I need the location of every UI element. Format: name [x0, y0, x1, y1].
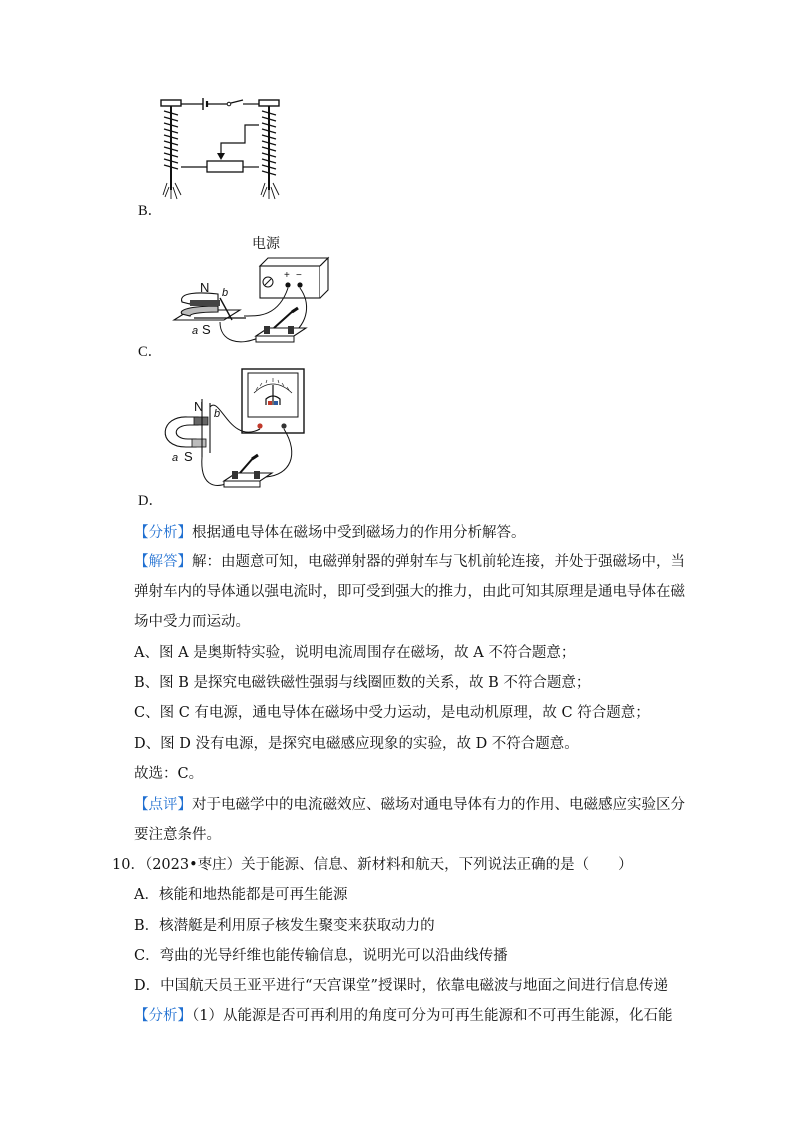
- q9-answer-line-3: 场中受力而运动。: [134, 614, 250, 630]
- q10-analysis: [134, 1006, 672, 1026]
- svg-text:S: S: [202, 322, 211, 337]
- figure-b-electromagnet-diagram: [155, 95, 295, 205]
- svg-text:−: −: [296, 270, 302, 281]
- q10-analysis-text: （1）从能源是否可再利用的角度可分为可再生能源和不可再生能源，化石能: [192, 1008, 673, 1024]
- q9-comment-line-2: 要注意条件。: [134, 827, 221, 843]
- q9-comment-line-1: [134, 795, 685, 815]
- svg-text:b: b: [222, 287, 229, 299]
- q10-option-c: C．弯曲的光导纤维也能传输信息，说明光可以沿曲线传播: [134, 948, 508, 964]
- q10-stem: 10．（2023•枣庄）关于能源、信息、新材料和航天，下列说法正确的是（ ）: [112, 857, 633, 873]
- figure-c-motor-principle-diagram: [160, 232, 330, 354]
- svg-text:a: a: [172, 452, 179, 464]
- q9-option-a-explanation: A、图 A 是奥斯特实验，说明电流周围存在磁场，故 A 不符合题意；: [134, 645, 576, 661]
- q10-analysis-tag: 【分析】: [134, 1008, 192, 1024]
- analysis-text: 根据通电导体在磁场中受到磁场力的作用分析解答。: [192, 525, 526, 541]
- svg-text:S: S: [184, 449, 193, 464]
- q9-answer-line-2: 弹射车内的导体通以强电流时，即可受到强大的推力，由此可知其原理是通电导体在磁: [134, 584, 685, 600]
- svg-text:N: N: [200, 280, 210, 295]
- figure-d-label: D．: [138, 493, 163, 509]
- svg-text:N: N: [194, 399, 204, 414]
- q9-answer-line-1: [134, 552, 685, 572]
- svg-text:a: a: [192, 325, 199, 337]
- svg-text:b: b: [214, 408, 221, 420]
- figure-d-induction-diagram: [150, 365, 310, 493]
- figure-c-label: C．: [138, 344, 163, 360]
- svg-text:+: +: [284, 270, 290, 281]
- q9-analysis: [134, 523, 526, 543]
- q10-option-d: D．中国航天员王亚平进行“天宫课堂”授课时，依靠电磁波与地面之间进行信息传递: [134, 978, 668, 994]
- analysis-tag: 【分析】: [134, 525, 192, 541]
- answer-text-1: 解：由题意可知，电磁弹射器的弹射车与飞机前轮连接，并处于强磁场中，当: [192, 554, 685, 570]
- q10-option-b: B．核潜艇是利用原子核发生聚变来获取动力的: [134, 918, 435, 934]
- power-supply-caption: 电源: [252, 235, 280, 251]
- comment-text-1: 对于电磁学中的电流磁效应、磁场对通电导体有力的作用、电磁感应实验区分: [192, 797, 685, 813]
- q9-option-c-explanation: C、图 C 有电源，通电导体在磁场中受力运动，是电动机原理，故 C 符合题意；: [134, 705, 650, 721]
- comment-tag: 【点评】: [134, 797, 192, 813]
- q10-option-a: A．核能和地热能都是可再生能源: [134, 887, 348, 903]
- q9-choice: 故选：C。: [134, 766, 204, 782]
- figure-b-label: B．: [138, 203, 163, 219]
- q9-option-d-explanation: D、图 D 没有电源，是探究电磁感应现象的实验，故 D 不符合题意。: [134, 736, 579, 752]
- q9-option-b-explanation: B、图 B 是探究电磁铁磁性强弱与线圈匝数的关系，故 B 不符合题意；: [134, 675, 591, 691]
- answer-tag: 【解答】: [134, 554, 192, 570]
